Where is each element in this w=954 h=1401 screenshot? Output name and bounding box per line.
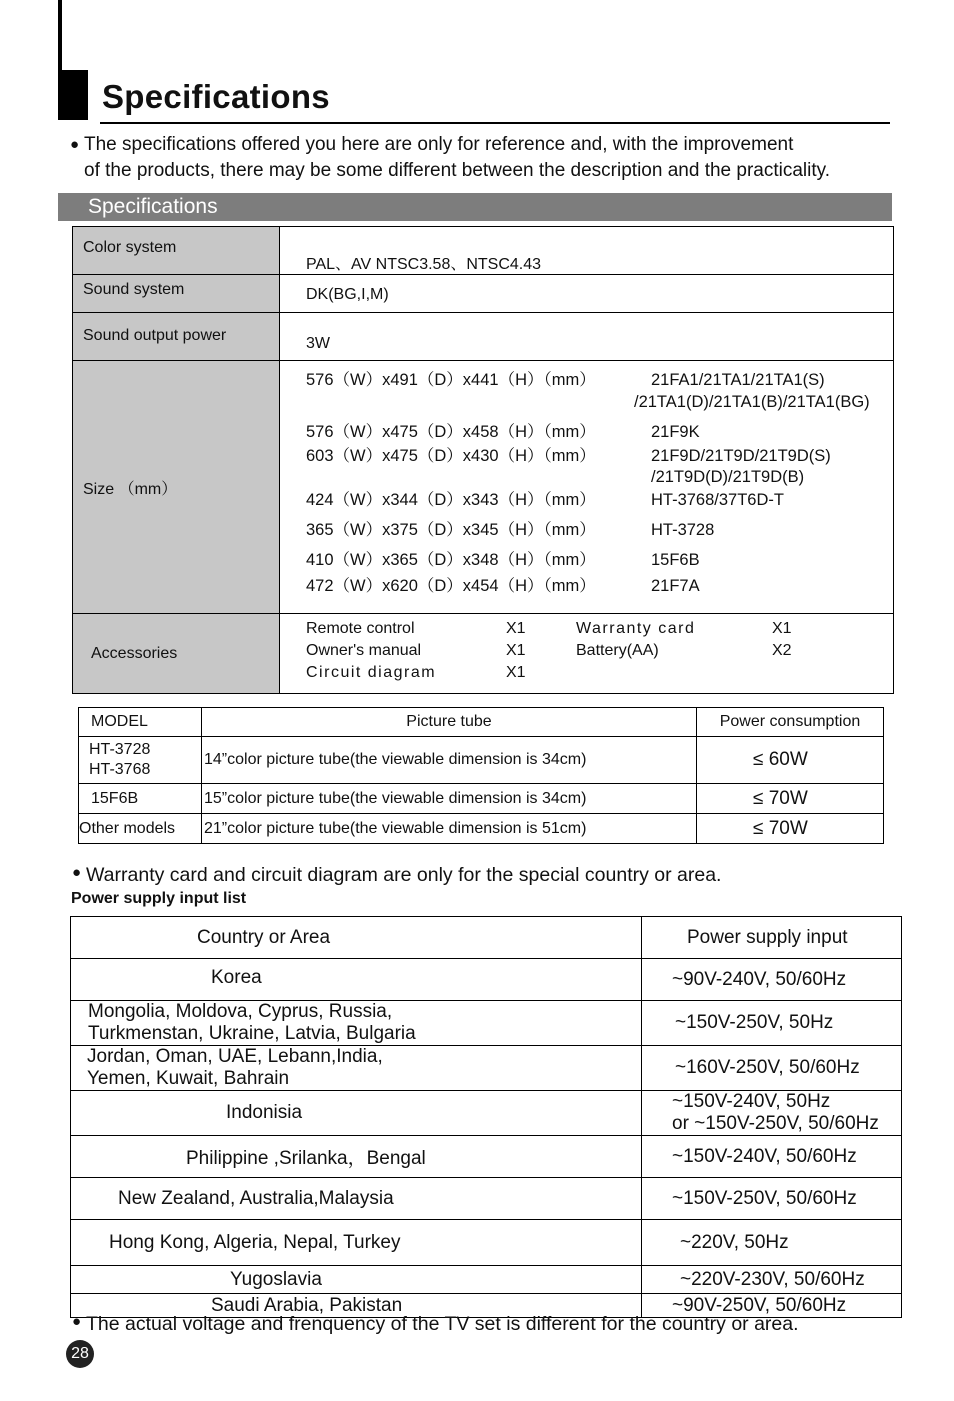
- bullet-icon: ●: [72, 1313, 82, 1330]
- model-cell: HT-3728 HT-3768: [79, 737, 202, 784]
- acc-warranty-qty: X1: [772, 620, 792, 637]
- input-header: Power supply input: [642, 917, 902, 959]
- area-cell: Korea: [71, 959, 642, 1001]
- power-row: [71, 1220, 902, 1266]
- sound-output-value: 3W: [280, 313, 894, 361]
- model-cell: 15F6B: [79, 784, 202, 814]
- power-row: [71, 1266, 902, 1294]
- size-line-3: 576（W）x475（D）x458（H）（mm） 21F9K: [306, 423, 700, 441]
- input-cell: ~90V-250V, 50/60Hz: [642, 1294, 902, 1318]
- color-system-label: Color system: [73, 227, 280, 275]
- spec-row-output: [73, 313, 894, 361]
- size-line-8: 410（W）x365（D）x348（H）（mm） 15F6B: [306, 551, 700, 569]
- tube-cell: 15”color picture tube(the viewable dimension is 34cm): [202, 784, 697, 814]
- acc-manual-qty: X1: [506, 642, 526, 659]
- input-cell: ~160V-250V, 50/60Hz: [642, 1046, 902, 1091]
- tube-cell: 21”color picture tube(the viewable dimension is 51cm): [202, 814, 697, 844]
- model-table: [78, 707, 884, 844]
- model-header-row: [79, 708, 884, 737]
- power-row: [71, 1178, 902, 1220]
- area-cell: Philippine ,Srilanka，Bengal: [71, 1136, 642, 1178]
- accessories-label: Accessories: [73, 614, 280, 694]
- power-list-title: Power supply input list: [71, 890, 247, 907]
- tube-cell: 14”color picture tube(the viewable dimension is 34cm): [202, 737, 697, 784]
- acc-remote-qty: X1: [506, 620, 526, 637]
- model-cell: Other models: [79, 814, 202, 844]
- sound-system-value: DK(BG,I,M): [280, 275, 894, 313]
- intro-line-2: of the products, there may be some different between the description and the practicality.: [84, 160, 831, 181]
- color-system-value: PAL、AV NTSC3.58、NTSC4.43: [280, 227, 894, 275]
- size-list: [280, 361, 894, 614]
- accessories-list: [280, 614, 894, 694]
- sound-system-label: Sound system: [73, 275, 280, 313]
- power-row: [71, 1136, 902, 1178]
- size-line-2: /21TA1(D)/21TA1(B)/21TA1(BG): [634, 393, 870, 411]
- area-cell: Hong Kong, Algeria, Nepal, Turkey: [71, 1220, 642, 1266]
- acc-circuit-qty: X1: [506, 664, 526, 681]
- size-label: Size （mm）: [73, 361, 280, 614]
- input-cell: ~150V-240V, 50/60Hz: [642, 1136, 902, 1178]
- bullet-icon: ●: [72, 864, 82, 881]
- acc-remote: Remote control: [306, 620, 415, 637]
- area-cell: New Zealand, Australia,Malaysia: [71, 1178, 642, 1220]
- model-row: [79, 814, 884, 844]
- title-underline: [100, 122, 890, 124]
- power-header-row: [71, 917, 902, 959]
- bullet-icon: ●: [70, 136, 80, 153]
- intro-paragraph: [70, 132, 910, 184]
- page-number-badge: 28: [66, 1340, 94, 1368]
- spec-row-sound: [73, 275, 894, 313]
- area-cell: Saudi Arabia, Pakistan: [71, 1294, 642, 1318]
- tube-header: Picture tube: [202, 708, 697, 737]
- acc-battery: Battery(AA): [576, 642, 659, 659]
- size-line-1: 576（W）x491（D）x441（H）（mm） 21FA1/21TA1/21TA1(S): [306, 371, 825, 389]
- input-cell: ~90V-240V, 50/60Hz: [642, 959, 902, 1001]
- input-cell: ~150V-240V, 50Hz or ~150V-250V, 50/60Hz: [642, 1091, 902, 1136]
- area-header: Country or Area: [71, 917, 642, 959]
- size-line-7: 365（W）x375（D）x345（H）（mm） HT-3728: [306, 521, 715, 539]
- section-band-label: Specifications: [88, 195, 218, 218]
- section-band: [58, 193, 892, 221]
- power-header: Power consumption: [697, 708, 884, 737]
- acc-circuit: Circuit diagram: [306, 664, 437, 681]
- model-header: MODEL: [79, 708, 202, 737]
- warranty-note: ● Warranty card and circuit diagram are only for the special country or area.: [72, 864, 722, 886]
- sound-output-label: Sound output power: [73, 313, 280, 361]
- size-line-4: 603（W）x475（D）x430（H）（mm） 21F9D/21T9D/21T9D(S): [306, 447, 831, 465]
- power-row: [71, 1091, 902, 1136]
- model-row: [79, 784, 884, 814]
- input-cell: ~150V-250V, 50/60Hz: [642, 1178, 902, 1220]
- area-cell: Indonisia: [71, 1091, 642, 1136]
- acc-manual: Owner's manual: [306, 642, 422, 659]
- spec-row-size: [73, 361, 894, 614]
- size-line-5: /21T9D(D)/21T9D(B): [651, 468, 805, 486]
- size-line-9: 472（W）x620（D）x454（H）（mm） 21F7A: [306, 577, 700, 595]
- input-cell: ~220V-230V, 50/60Hz: [642, 1266, 902, 1294]
- acc-battery-qty: X2: [772, 642, 792, 659]
- size-line-6: 424（W）x344（D）x343（H）（mm） HT-3768/37T6D-T: [306, 491, 784, 509]
- area-cell: Jordan, Oman, UAE, Lebann,India, Yemen, Kuwait, Bahrain: [71, 1046, 642, 1091]
- power-cell: ≤ 70W: [697, 814, 884, 844]
- spec-table: [72, 226, 894, 694]
- power-table: [70, 916, 902, 1318]
- input-cell: ~220V, 50Hz: [642, 1220, 902, 1266]
- power-cell: ≤ 60W: [697, 737, 884, 784]
- acc-warranty: Warranty card: [576, 620, 696, 637]
- area-cell: Yugoslavia: [71, 1266, 642, 1294]
- spec-row-accessories: [73, 614, 894, 694]
- footer-note: ● The actual voltage and frenquency of the TV set is different for the country or area.: [72, 1313, 799, 1335]
- title-block-marker: [62, 70, 88, 120]
- spec-row-color: [73, 227, 894, 275]
- intro-line-1: The specifications offered you here are only for reference and, with the improvement: [84, 134, 794, 155]
- area-cell: Mongolia, Moldova, Cyprus, Russia, Turkmenstan, Ukraine, Latvia, Bulgaria: [71, 1001, 642, 1046]
- input-cell: ~150V-250V, 50Hz: [642, 1001, 902, 1046]
- model-row: [79, 737, 884, 784]
- power-cell: ≤ 70W: [697, 784, 884, 814]
- power-row: [71, 1001, 902, 1046]
- power-row: [71, 959, 902, 1001]
- page-title: Specifications: [102, 78, 330, 115]
- power-row: [71, 1046, 902, 1091]
